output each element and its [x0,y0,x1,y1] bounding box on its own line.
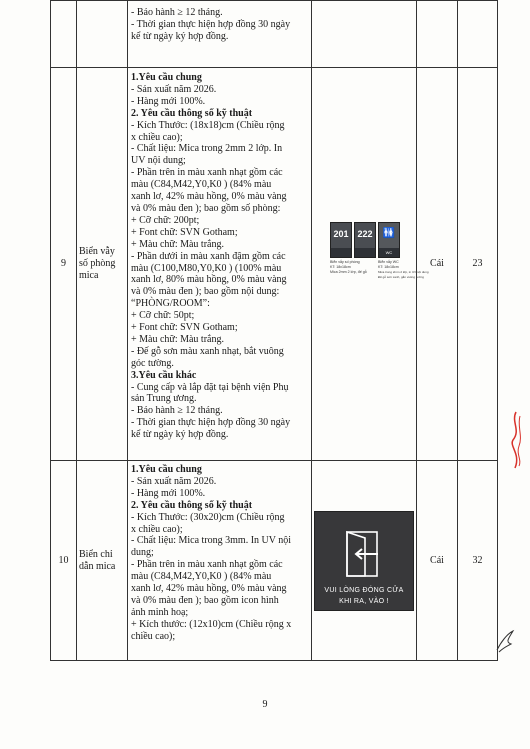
unit-cell: Cái [417,461,458,661]
desc-cell [128,1,312,68]
sign-message-line: KHI RA, VÀO ! [339,597,389,605]
stt-cell [51,1,77,68]
text-line: - Phần dưới in màu xanh đậm gồm các [131,250,286,262]
table-row-continuation [51,1,498,68]
room-sign-plate [354,222,376,258]
text-line: xanh lơ, 42% màu hồng, 0% màu vàng [131,583,287,595]
text-line: - Cung cấp và lắp đặt tại bệnh viện Phụ [131,381,289,393]
item-name-line: Biển chỉ [79,548,113,560]
text-line: xanh lơ, 80% màu hồng, 0% màu vàng [131,274,287,286]
name-cell [77,1,128,68]
image-caption: KT: 18x18cm [330,265,351,269]
text-line: + Kích thước: (12x10)cm (Chiều rộng x [131,618,292,630]
image-caption: Đế gỗ sơn xanh, gắn vuông tường [378,275,424,279]
text-line: - Sản xuất năm 2026. [131,475,217,487]
table-row-9 [51,68,498,461]
text-line: - Thời gian thực hiện hợp đồng 30 ngày [131,18,291,30]
text-line: “PHÒNG/ROOM”: [131,298,210,310]
table-row-10 [51,461,498,661]
text-line: UV nội dung; [131,155,186,167]
section-heading: 2. Yêu cầu thông số kỹ thuật [131,107,253,119]
image-cell [312,1,417,68]
sign-message-line: VUI LÒNG ĐÓNG CỬA [324,586,404,594]
image-caption: Mica trong 2mm 2 lớp, in UV nội dung [378,270,429,274]
item-name-line: Biển vẫy [79,246,115,258]
room-number: 201 [333,229,349,239]
text-line: x chiều cao); [131,131,183,143]
sign-image-cell [312,68,429,461]
text-line: màu (C100,M80,Y0,K0 ) (100% màu [131,262,282,274]
plate-band [355,248,375,257]
text-line: - Hàng mới 100%. [131,487,206,499]
text-line: sản Trung ương. [131,393,197,405]
section-heading: 3.Yêu cầu khác [131,369,197,381]
text-line: ảnh minh hoạ; [131,606,189,618]
section-heading: 1.Yêu cầu chung [131,72,202,83]
door-arrow-icon [345,530,385,578]
red-seal-stamp [507,410,525,470]
text-line: + Màu chữ: Màu trắng. [131,238,224,250]
spec-table [50,0,498,661]
handwritten-initial [493,628,517,654]
text-line: + Màu chữ: Màu trắng. [131,333,224,345]
text-line: - Bảo hành ≥ 12 tháng. [131,7,223,18]
text-line: màu (C84,M42,Y0,K0 ) (84% màu [131,179,272,191]
image-caption: Biển vẫy WC [378,260,399,264]
plate-band [379,248,399,257]
text-line: kể từ ngày ký hợp đồng. [131,429,229,441]
sign-image-cell [312,461,417,661]
text-line: - Kích Thước: (18x18)cm (Chiều rộng [131,119,285,131]
text-line: chiều cao); [131,630,176,642]
text-line: - Thời gian thực hiện hợp đồng 30 ngày [131,417,291,429]
restroom-icon: 🚻 [382,228,396,239]
unit-cell: Cái [417,68,458,461]
quantity-cell: 23 [458,68,498,461]
item-name-line: mica [79,269,99,281]
stt-cell: 9 [51,68,77,461]
room-number: 222 [357,229,373,239]
image-caption: Biển vẫy số phòng [330,260,360,264]
qty-cell [458,1,498,68]
wc-label: WC [385,250,393,255]
section-heading: 2. Yêu cầu thông số kỹ thuật [131,499,253,511]
item-name-cell [77,68,128,461]
text-line: + Font chữ: SVN Gotham; [131,322,238,334]
plate-band [331,248,351,257]
text-line: - Phần trên in màu xanh nhạt gồm các [131,559,283,571]
text-line: + Cỡ chữ: 50pt; [131,310,195,322]
text-line: + Cỡ chữ: 200pt; [131,214,200,226]
unit-cell [417,1,458,68]
page-number: 9 [262,699,268,710]
room-sign-plate [330,222,352,258]
spec-description [128,461,312,661]
text-line: kể từ ngày ký hợp đồng. [131,30,229,42]
text-line: màu (C84,M42,Y0,K0 ) (84% màu [131,571,272,583]
text-line: - Chất liệu: Mica trong 2mm 2 lớp. In [131,143,283,155]
wc-sign-plate [378,222,400,258]
text-line: - Chất liệu: Mica trong 3mm. In UV nội [131,535,292,547]
item-name-line: dẫn mica [79,560,116,572]
text-line: góc tường. [131,357,174,369]
spec-description [128,68,312,461]
text-line: + Font chữ: SVN Gotham; [131,226,238,238]
text-line: xanh lơ, 42% màu hồng, 0% màu vàng [131,191,287,203]
item-name-line: số phòng [79,258,116,270]
text-line: - Bảo hành ≥ 12 tháng. [131,405,223,417]
text-line: - Đế gỗ sơn màu xanh nhạt, bắt vuông [131,345,284,357]
text-line: và 0% màu đen ); bao gồm số phòng: [131,202,281,214]
text-line: - Phần trên in màu xanh nhạt gồm các [131,167,283,179]
quantity-cell: 32 [458,461,498,661]
image-caption: KT: 18x18cm [378,265,399,269]
text-line: dung; [131,547,154,559]
text-line: và 0% màu đen ); bao gồm nội dung: [131,286,280,298]
text-line: x chiều cao); [131,523,183,535]
item-name-cell [77,461,128,661]
text-line: - Kích Thước: (30x20)cm (Chiều rộng [131,511,285,523]
room-sign-illustration [330,222,429,306]
door-sign-illustration [314,511,414,611]
text-line: - Sản xuất năm 2026. [131,83,217,95]
image-caption: Mica 2mm 2 lớp, đế gỗ [330,270,367,274]
text-line: và 0% màu đen ); bao gồm icon hình [131,594,279,606]
section-heading: 1.Yêu cầu chung [131,464,202,475]
text-line: - Hàng mới 100%. [131,95,206,107]
stt-cell: 10 [51,461,77,661]
